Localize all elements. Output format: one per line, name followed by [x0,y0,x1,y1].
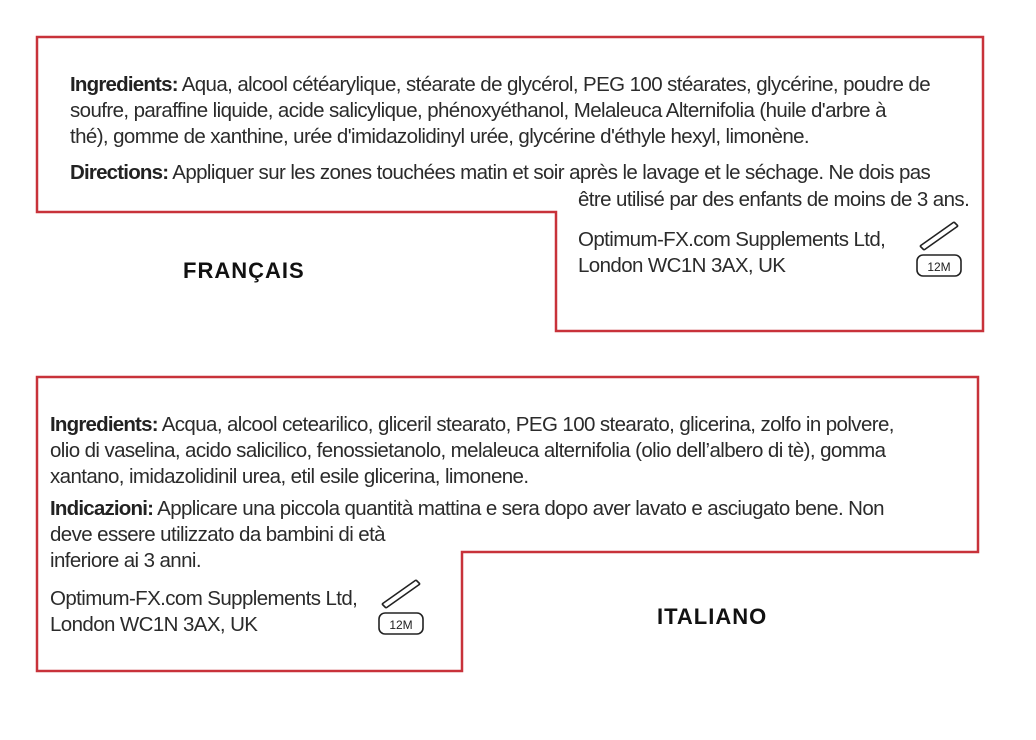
ingredients-heading: Ingredients: [50,413,158,436]
french-company-address: Optimum-FX.com Supplements Ltd, London WC1N 3AX, UK [578,228,886,277]
svg-text:12M: 12M [927,260,951,274]
pao-open-jar-icon [912,218,968,280]
directions-heading: Indicazioni: [50,497,154,520]
ingredients-heading: Ingredients: [70,73,178,96]
directions-heading: Directions: [70,161,169,184]
french-ingredients: Ingredients: Aqua, alcool cétéarylique, stéarate de glycérol, PEG 100 stéarates, glycérine, poudre de soufre, paraffine liquide, acide salicylique, phénoxyéthanol, Melaleuca Alternifolia (huile d'arbre à thé), gomme de xanthine, urée d'imidazolidinyl urée, glycérine d'éthyle hexyl, limonène. [70,73,930,148]
french-directions: Directions: Appliquer sur les zones touchées matin et soir après le lavage et le séchage. Ne dois pas [70,161,931,184]
language-title-french: FRANÇAIS [183,258,305,283]
svg-text:12M: 12M [389,618,413,632]
italian-directions: Indicazioni: Applicare una piccola quantità mattina e sera dopo aver lavato e asciugato bene. Non deve essere utilizzato da bambini di età inferiore ai 3 anni. [50,497,884,572]
italian-ingredients: Ingredients: Acqua, alcool cetearilico, gliceril stearato, PEG 100 stearato, glicerina, zolfo in polvere, olio di vaselina, acido salicilico, fenossietanolo, melaleuca alternifolia (olio dell’albero di tè), gomma xantano, imidazolidinil urea, etil esile glicerina, limonene. [50,413,894,488]
language-title-italian: ITALIANO [657,604,768,629]
italian-company-address: Optimum-FX.com Supplements Ltd, London WC1N 3AX, UK [50,587,358,636]
french-directions-cont: être utilisé par des enfants de moins de 3 ans. [578,188,970,211]
pao-open-jar-icon [374,576,430,638]
